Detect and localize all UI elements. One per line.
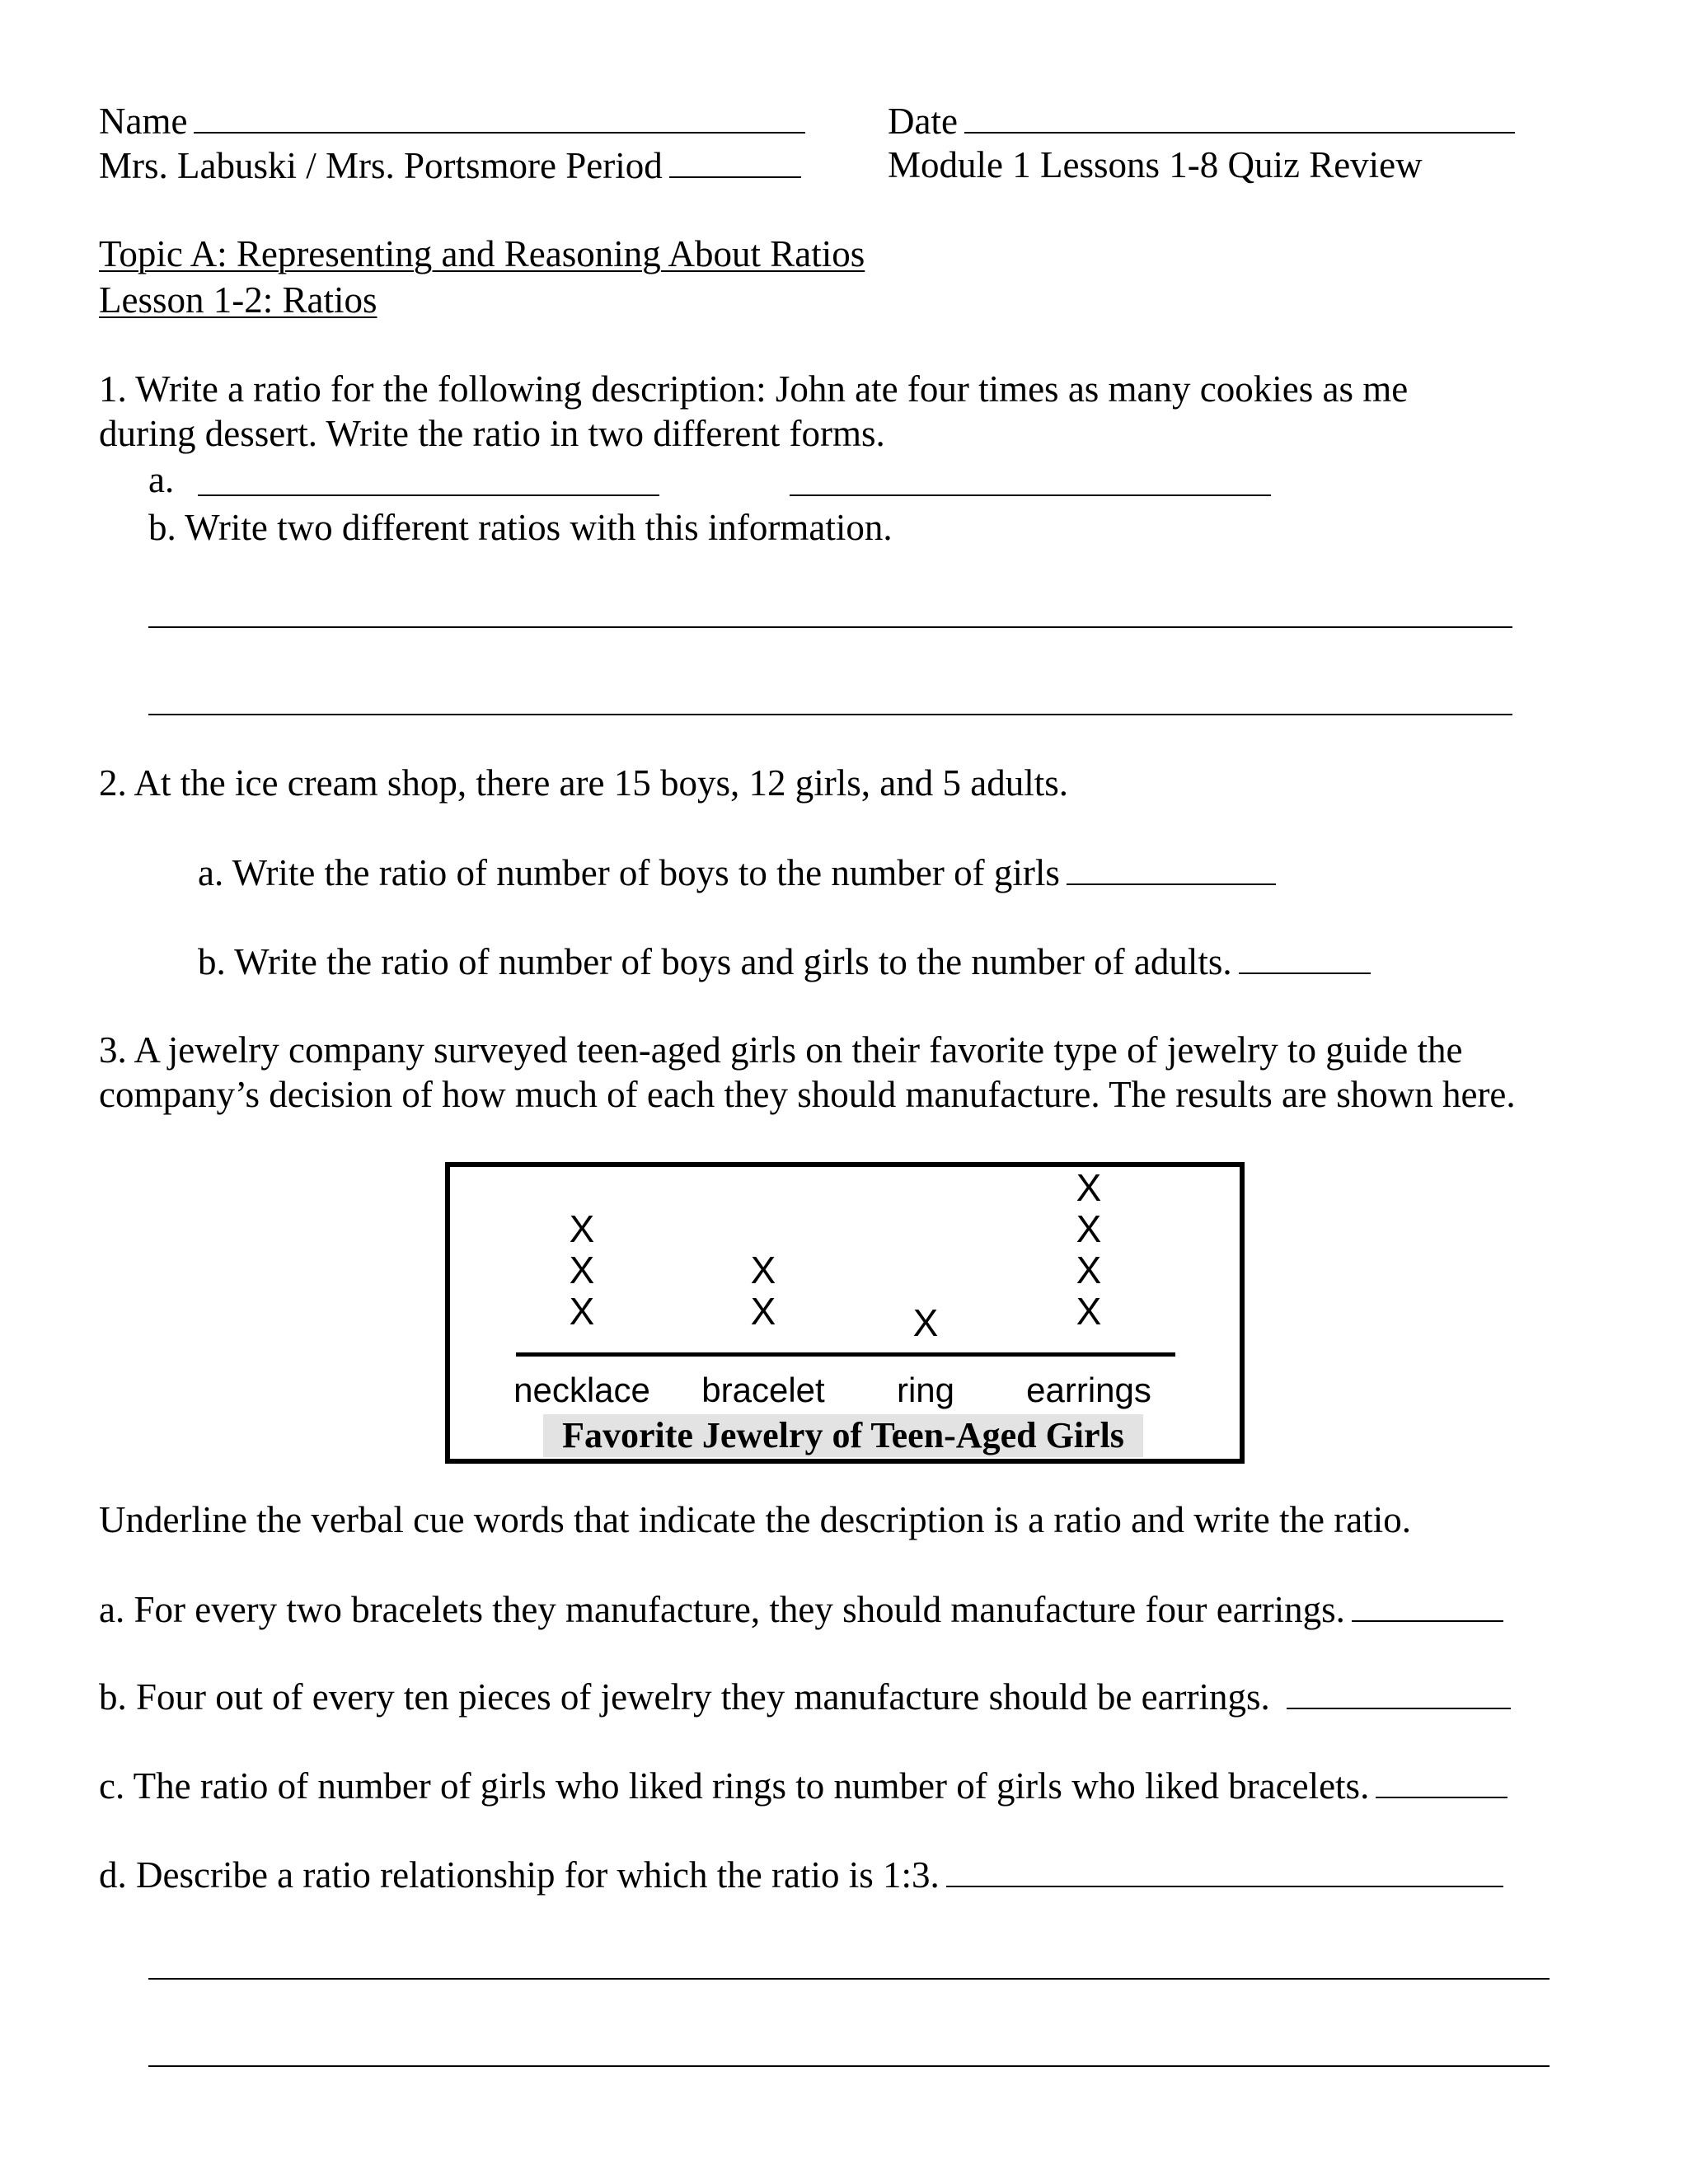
q3d-blank[interactable] — [946, 1856, 1503, 1887]
dot-plot-title: Favorite Jewelry of Teen-Aged Girls — [543, 1414, 1143, 1457]
teacher-period-line: Mrs. Labuski / Mrs. Portsmore Period — [99, 147, 801, 185]
dot-mark-bracelet-1: X — [750, 1290, 776, 1333]
q2b-text: b. Write the ratio of number of boys and girls to the number of adults. — [198, 943, 1371, 981]
q3-line1: 3. A jewelry company surveyed teen-aged girls on their favorite type of jewelry to guide the — [99, 1029, 1463, 1071]
q1b-answer-line-1[interactable] — [148, 626, 1512, 628]
q3b-blank[interactable] — [1287, 1678, 1511, 1709]
q1-line2: during dessert. Write the ratio in two different forms. — [99, 413, 885, 454]
name-label: Name — [99, 102, 805, 140]
q1a-answer-line-1[interactable] — [198, 494, 659, 496]
name-blank[interactable] — [194, 102, 805, 134]
dot-mark-earrings-3: X — [1076, 1207, 1102, 1250]
category-label-ring: ring — [896, 1371, 955, 1409]
q3-instruction: Underline the verbal cue words that indicate the description is a ratio and write the ratio. — [99, 1499, 1411, 1540]
q2-stem: 2. At the ice cream shop, there are 15 boys, 12 girls, and 5 adults. — [99, 762, 1068, 804]
lesson-title: Lesson 1-2: Ratios — [99, 279, 377, 321]
q3a-blank[interactable] — [1352, 1591, 1503, 1622]
date-blank[interactable] — [964, 102, 1515, 134]
q1b-text: b. Write two different ratios with this information. — [148, 507, 893, 548]
topic-title: Topic A: Representing and Reasoning About Ratios — [99, 233, 865, 274]
category-label-necklace: necklace — [513, 1371, 650, 1409]
q1b-answer-line-2[interactable] — [148, 714, 1512, 715]
q3-line2: company’s decision of how much of each they should manufacture. The results are shown here. — [99, 1074, 1516, 1115]
dot-mark-necklace-1: X — [569, 1290, 595, 1333]
q1a-answer-line-2[interactable] — [790, 494, 1271, 496]
dot-mark-ring-1: X — [912, 1301, 939, 1344]
q2a-text: a. Write the ratio of number of boys to the number of girls — [198, 854, 1276, 892]
dot-plot-figure — [445, 1162, 1245, 1464]
dot-mark-earrings-2: X — [1076, 1249, 1102, 1291]
dot-mark-earrings-4: X — [1076, 1166, 1102, 1209]
q2a-blank[interactable] — [1067, 854, 1276, 885]
q3d-text: d. Describe a ratio relationship for which the ratio is 1:3. — [99, 1856, 1503, 1894]
date-label: Date — [888, 102, 1515, 140]
category-label-bracelet: bracelet — [701, 1371, 825, 1409]
dot-mark-necklace-2: X — [569, 1249, 595, 1291]
q2b-blank[interactable] — [1239, 943, 1371, 974]
q3c-blank[interactable] — [1376, 1767, 1507, 1798]
module-title: Module 1 Lessons 1-8 Quiz Review — [888, 144, 1423, 185]
dot-mark-bracelet-2: X — [750, 1249, 776, 1291]
category-label-earrings: earrings — [1026, 1371, 1151, 1409]
dot-mark-earrings-1: X — [1076, 1290, 1102, 1333]
period-blank[interactable] — [669, 147, 801, 178]
q3c-text: c. The ratio of number of girls who liked rings to number of girls who liked bracelets. — [99, 1767, 1507, 1805]
q3d-answer-line-1[interactable] — [148, 1978, 1550, 1980]
q3b-text: b. Four out of every ten pieces of jewelry they manufacture should be earrings. — [99, 1678, 1511, 1716]
q1a-label: a. — [148, 459, 175, 500]
q1-line1: 1. Write a ratio for the following description: John ate four times as many cookies as me — [99, 368, 1409, 410]
dot-plot-axis-line — [516, 1352, 1175, 1357]
q3d-answer-line-2[interactable] — [148, 2065, 1550, 2067]
dot-mark-necklace-3: X — [569, 1207, 595, 1250]
q3a-text: a. For every two bracelets they manufacture, they should manufacture four earrings. — [99, 1591, 1503, 1629]
